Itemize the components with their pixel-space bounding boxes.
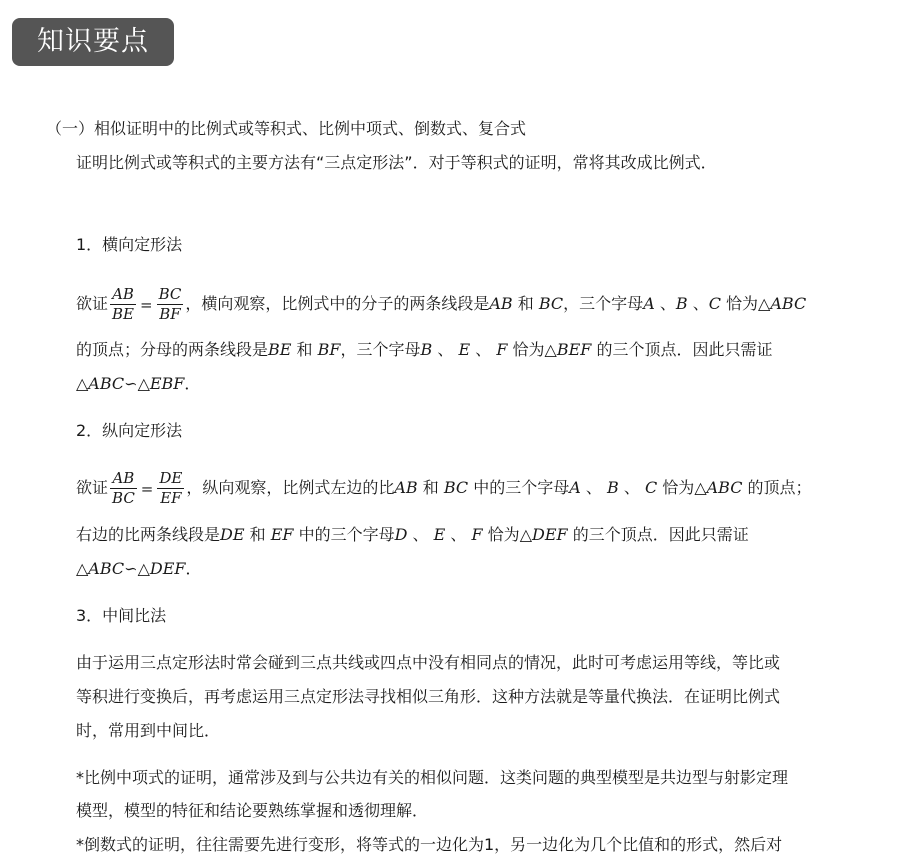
item3-title: 3．中间比法 — [76, 606, 167, 625]
text: 中的三个字母 — [293, 525, 395, 544]
text: 的三个顶点．因此只需证 — [567, 525, 749, 544]
equals-sign: = — [140, 295, 153, 314]
text: 、 — [618, 478, 645, 497]
item1-paragraph-line2 — [76, 339, 772, 361]
denominator: BF — [159, 305, 181, 323]
math: BF — [317, 340, 341, 359]
fraction-ab-bc — [110, 469, 137, 508]
math: F — [496, 340, 508, 359]
text: 中的三个字母 — [468, 478, 570, 497]
denominator: EF — [160, 489, 182, 507]
item1-paragraph-line1 — [76, 282, 806, 326]
text: 的顶点； — [742, 478, 812, 497]
text: ． — [185, 559, 202, 578]
item1-title: 1．横向定形法 — [76, 235, 183, 254]
section-title-badge: 知识要点 — [12, 18, 174, 66]
math: B — [607, 478, 619, 497]
math: D — [394, 525, 408, 544]
numerator: DE — [159, 469, 183, 487]
math: E — [433, 525, 446, 544]
text: 恰为 — [507, 340, 545, 359]
text: 、 — [470, 340, 497, 359]
section-intro: 证明比例式或等积式的主要方法有“三点定形法”．对于等积式的证明，常将其改成比例式． — [76, 153, 717, 172]
text: ，纵向观察，比例式左边的比 — [186, 478, 395, 497]
text: ，三个字母 — [563, 294, 644, 313]
numerator: AB — [110, 285, 136, 305]
numerator: BC — [158, 285, 182, 303]
text: 、 — [580, 478, 608, 497]
item2-paragraph-line1 — [76, 466, 812, 510]
text: 、 — [432, 340, 459, 359]
math: B — [675, 294, 688, 313]
fraction-bc-bf — [157, 285, 184, 324]
text: 恰为 — [482, 525, 520, 544]
text: 的顶点；分母的两条线段是 — [76, 340, 269, 359]
math: BC — [538, 294, 564, 313]
math: △DEF — [519, 525, 568, 544]
math: △ABC∽△EBF — [76, 374, 185, 393]
text: 和 — [512, 294, 539, 313]
item3-line2: 等积进行变换后，再考虑运用三点定形法寻找相似三角形．这种方法就是等量代换法．在证明比例式 — [76, 687, 781, 706]
math: △BEF — [544, 340, 592, 359]
text: ，横向观察，比例式中的分子的两条线段是 — [185, 294, 490, 313]
math: BE — [268, 340, 292, 359]
text: 和 — [417, 478, 444, 497]
math: △ABC — [758, 294, 807, 313]
fraction-de-ef — [157, 469, 184, 508]
math: AB — [489, 294, 513, 313]
text: 、 — [445, 525, 472, 544]
note1-line1: *比例中项式的证明，通常涉及到与公共边有关的相似问题．这类问题的典型模型是共边型与射影定理 — [76, 768, 789, 787]
text: 恰为 — [720, 294, 759, 313]
numerator: AB — [110, 469, 137, 489]
text: 的三个顶点．因此只需证 — [591, 340, 773, 359]
denominator: BE — [112, 305, 134, 323]
item3-line1: 由于运用三点定形法时常会碰到三点共线或四点中没有相同点的情况，此时可考虑运用等线，等比或 — [76, 653, 781, 672]
math: F — [471, 525, 483, 544]
denominator: BC — [112, 489, 135, 507]
item3-line3: 时，常用到中间比． — [76, 721, 221, 740]
math: AB — [394, 478, 418, 497]
math: E — [458, 340, 471, 359]
math: A — [569, 478, 581, 497]
text: 和 — [291, 340, 318, 359]
math: C — [644, 478, 658, 497]
text: ． — [184, 374, 201, 393]
text: 、 — [654, 294, 676, 313]
math: B — [420, 340, 433, 359]
math: DE — [220, 525, 245, 544]
note2-line1: *倒数式的证明，往往需要先进行变形，将等式的一边化为1，另一边化为几个比值和的形式，然后对 — [76, 835, 783, 854]
math: BC — [443, 478, 469, 497]
text: 欲证 — [76, 294, 109, 313]
item2-paragraph-line2 — [76, 524, 749, 546]
text: 、 — [407, 525, 434, 544]
item2-title: 2．纵向定形法 — [76, 421, 183, 440]
equals-sign: = — [140, 479, 154, 498]
math: A — [643, 294, 655, 313]
text: ，三个字母 — [340, 340, 421, 359]
section-heading: （一）相似证明中的比例式或等积式、比例中项式、倒数式、复合式 — [46, 119, 527, 138]
math: C — [708, 294, 721, 313]
fraction-ab-be — [110, 285, 136, 324]
text: 和 — [244, 525, 271, 544]
item2-conclusion — [76, 558, 202, 580]
math: △ABC — [694, 478, 743, 497]
text: 欲证 — [76, 478, 109, 497]
math: △ABC∽△DEF — [76, 559, 186, 578]
math: EF — [270, 525, 294, 544]
text: 、 — [687, 294, 709, 313]
item1-conclusion — [76, 373, 200, 395]
note1-line2: 模型，模型的特征和结论要熟练掌握和透彻理解． — [76, 801, 429, 820]
text: 右边的比两条线段是 — [76, 525, 221, 544]
text: 恰为 — [657, 478, 695, 497]
